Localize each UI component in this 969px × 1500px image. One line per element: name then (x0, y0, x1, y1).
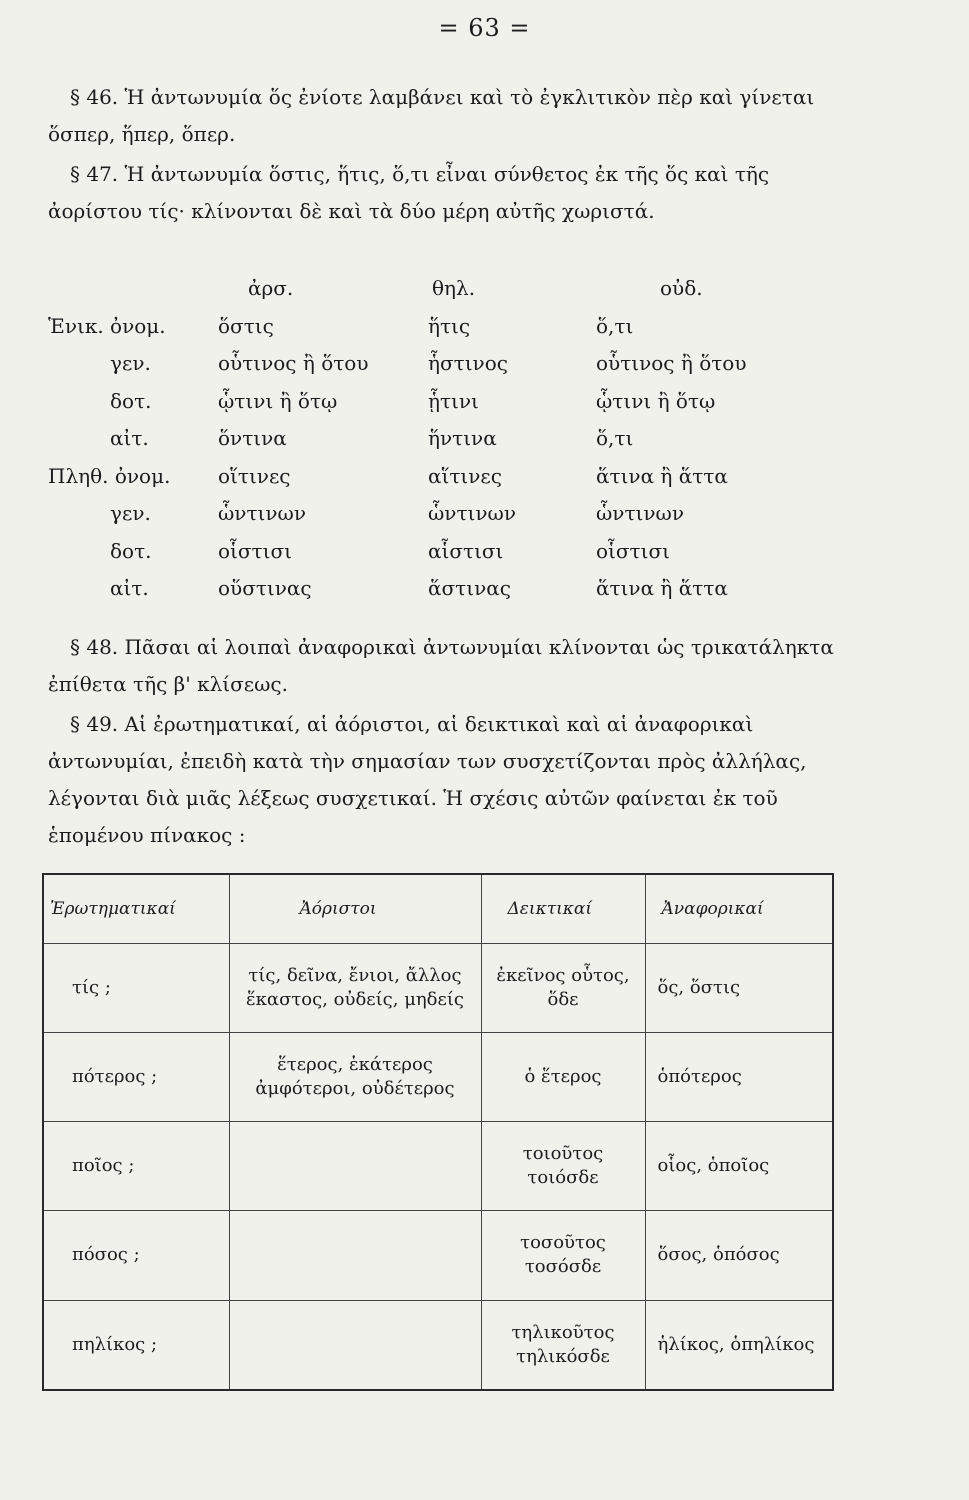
declension-row (48, 383, 828, 421)
table-header-row (43, 874, 833, 944)
declension-row (48, 420, 828, 458)
header-masculine: ἀρσ. (248, 276, 294, 300)
paragraph-49 (48, 706, 841, 854)
paragraph-48 (48, 629, 841, 703)
interrogative-cell: πότερος ; (43, 1033, 229, 1122)
form-masculine: οἵτινες (218, 463, 291, 488)
indefinite-cell: ἕτερος, ἑκάτερος ἀμφότεροι, οὐδέτερος (229, 1033, 481, 1122)
declension-table (48, 270, 828, 608)
declension-header (48, 270, 828, 308)
interrogative-cell: ποῖος ; (43, 1122, 229, 1211)
header-relative: Ἀναφορικαί (645, 874, 833, 944)
form-neuter: ὧντινων (596, 501, 684, 525)
header-interrogative: Ἐρωτηματικαί (43, 874, 229, 944)
relative-cell: οἷος, ὁποῖος (645, 1122, 833, 1211)
declension-row (48, 458, 828, 496)
interrogative-cell: πόσος ; (43, 1211, 229, 1300)
form-feminine: ἥντινα (428, 426, 497, 450)
form-masculine: ὧντινων (218, 501, 306, 525)
interrogative-cell: πηλίκος ; (43, 1300, 229, 1390)
form-feminine: ᾗτινι (428, 388, 479, 413)
form-masculine: οὗτινος ἢ ὅτου (218, 351, 369, 375)
form-feminine: ἥτις (428, 313, 471, 338)
case-label: αἰτ. (110, 426, 149, 450)
form-neuter: ἅτινα ἢ ἅττα (596, 576, 728, 600)
form-neuter: ὅ,τι (596, 426, 634, 450)
paragraph-46-text: § 46. Ἡ ἀντωνυμία ὅς ἐνίοτε λαμβάνει καὶ τὸ ἐγκλιτικὸν πὲρ καὶ γίνεται ὅσπερ, ἥπερ, ὅπερ. (48, 85, 815, 146)
form-feminine: ἧστινος (428, 351, 508, 375)
declension-row (48, 495, 828, 533)
page-number: = 63 = (438, 14, 531, 42)
paragraph-47-text: § 47. Ἡ ἀντωνυμία ὅστις, ἥτις, ὅ,τι εἶναι σύνθετος ἐκ τῆς ὅς καὶ τῆς ἀορίστου τίς· κλίνονται δὲ καὶ τὰ δύο μέρη αὐτῆς χωριστά. (48, 162, 770, 223)
paragraph-47 (48, 156, 841, 230)
case-label: Ἑνικ. ὀνομ. (48, 313, 166, 338)
paragraph-48-text: § 48. Πᾶσαι αἱ λοιπαὶ ἀναφορικαὶ ἀντωνυμίαι κλίνονται ὡς τρικατάληκτα ἐπίθετα τῆς β' κλίσεως. (48, 635, 834, 696)
indefinite-cell: τίς, δεῖνα, ἔνιοι, ἄλλος ἕκαστος, οὐδείς, μηδείς (229, 944, 481, 1033)
form-masculine: ὅστις (218, 313, 274, 338)
paragraph-49-text: § 49. Αἱ ἐρωτηματικαί, αἱ ἀόριστοι, αἱ δεικτικαὶ καὶ αἱ ἀναφορικαὶ ἀντωνυμίαι, ἐπειδὴ κατὰ τὴν σημασίαν των συσχετίζονται πρὸς ἀλλήλας, λέγονται διὰ μιᾶς λέξεως συσχετικαί. Ἡ σχέσις αὐτῶν φαίνεται ἐκ τοῦ ἑπομένου πίνακος : (48, 712, 807, 847)
table-row (43, 1300, 833, 1390)
demonstrative-cell: τοιοῦτος τοιόσδε (481, 1122, 645, 1211)
correlatives-table (42, 873, 834, 1391)
case-label: γεν. (110, 351, 151, 375)
form-neuter: ὅ,τι (596, 313, 634, 338)
relative-cell: ὅσος, ὁπόσος (645, 1211, 833, 1300)
case-label: Πληθ. ὀνομ. (48, 463, 171, 488)
case-label: δοτ. (110, 538, 152, 563)
form-feminine: ὧντινων (428, 501, 516, 525)
declension-row (48, 533, 828, 571)
relative-cell: ἡλίκος, ὁπηλίκος (645, 1300, 833, 1390)
demonstrative-cell: ὁ ἕτερος (481, 1033, 645, 1122)
form-neuter: οἷστισι (596, 538, 670, 563)
table-row (43, 944, 833, 1033)
declension-row (48, 308, 828, 346)
form-neuter: ᾧτινι ἢ ὅτῳ (596, 388, 716, 413)
declension-row (48, 345, 828, 383)
case-label: δοτ. (110, 388, 152, 413)
header-neuter: οὐδ. (660, 276, 703, 300)
form-masculine: ᾧτινι ἢ ὅτῳ (218, 388, 338, 413)
header-demonstrative: Δεικτικαί (481, 874, 645, 944)
demonstrative-cell: τοσοῦτος τοσόσδε (481, 1211, 645, 1300)
demonstrative-cell: τηλικοῦτος τηλικόσδε (481, 1300, 645, 1390)
interrogative-cell: τίς ; (43, 944, 229, 1033)
form-masculine: οἷστισι (218, 538, 292, 563)
case-label: αἰτ. (110, 576, 149, 600)
relative-cell: ὁπότερος (645, 1033, 833, 1122)
indefinite-cell (229, 1300, 481, 1390)
indefinite-cell (229, 1211, 481, 1300)
form-masculine: οὕστινας (218, 576, 312, 600)
relative-cell: ὅς, ὅστις (645, 944, 833, 1033)
form-neuter: ἅτινα ἢ ἅττα (596, 463, 728, 488)
form-feminine: αἵτινες (428, 463, 502, 488)
header-indefinite: Ἀόριστοι (229, 874, 481, 944)
table-row (43, 1033, 833, 1122)
declension-row (48, 570, 828, 608)
demonstrative-cell: ἐκεῖνος οὗτος, ὅδε (481, 944, 645, 1033)
form-masculine: ὅντινα (218, 426, 287, 450)
table-row (43, 1122, 833, 1211)
paragraph-46 (48, 79, 841, 153)
form-feminine: ἅστινας (428, 576, 511, 600)
indefinite-cell (229, 1122, 481, 1211)
table-row (43, 1211, 833, 1300)
case-label: γεν. (110, 501, 151, 525)
form-feminine: αἷστισι (428, 538, 504, 563)
form-neuter: οὗτινος ἢ ὅτου (596, 351, 747, 375)
header-feminine: θηλ. (432, 276, 476, 300)
